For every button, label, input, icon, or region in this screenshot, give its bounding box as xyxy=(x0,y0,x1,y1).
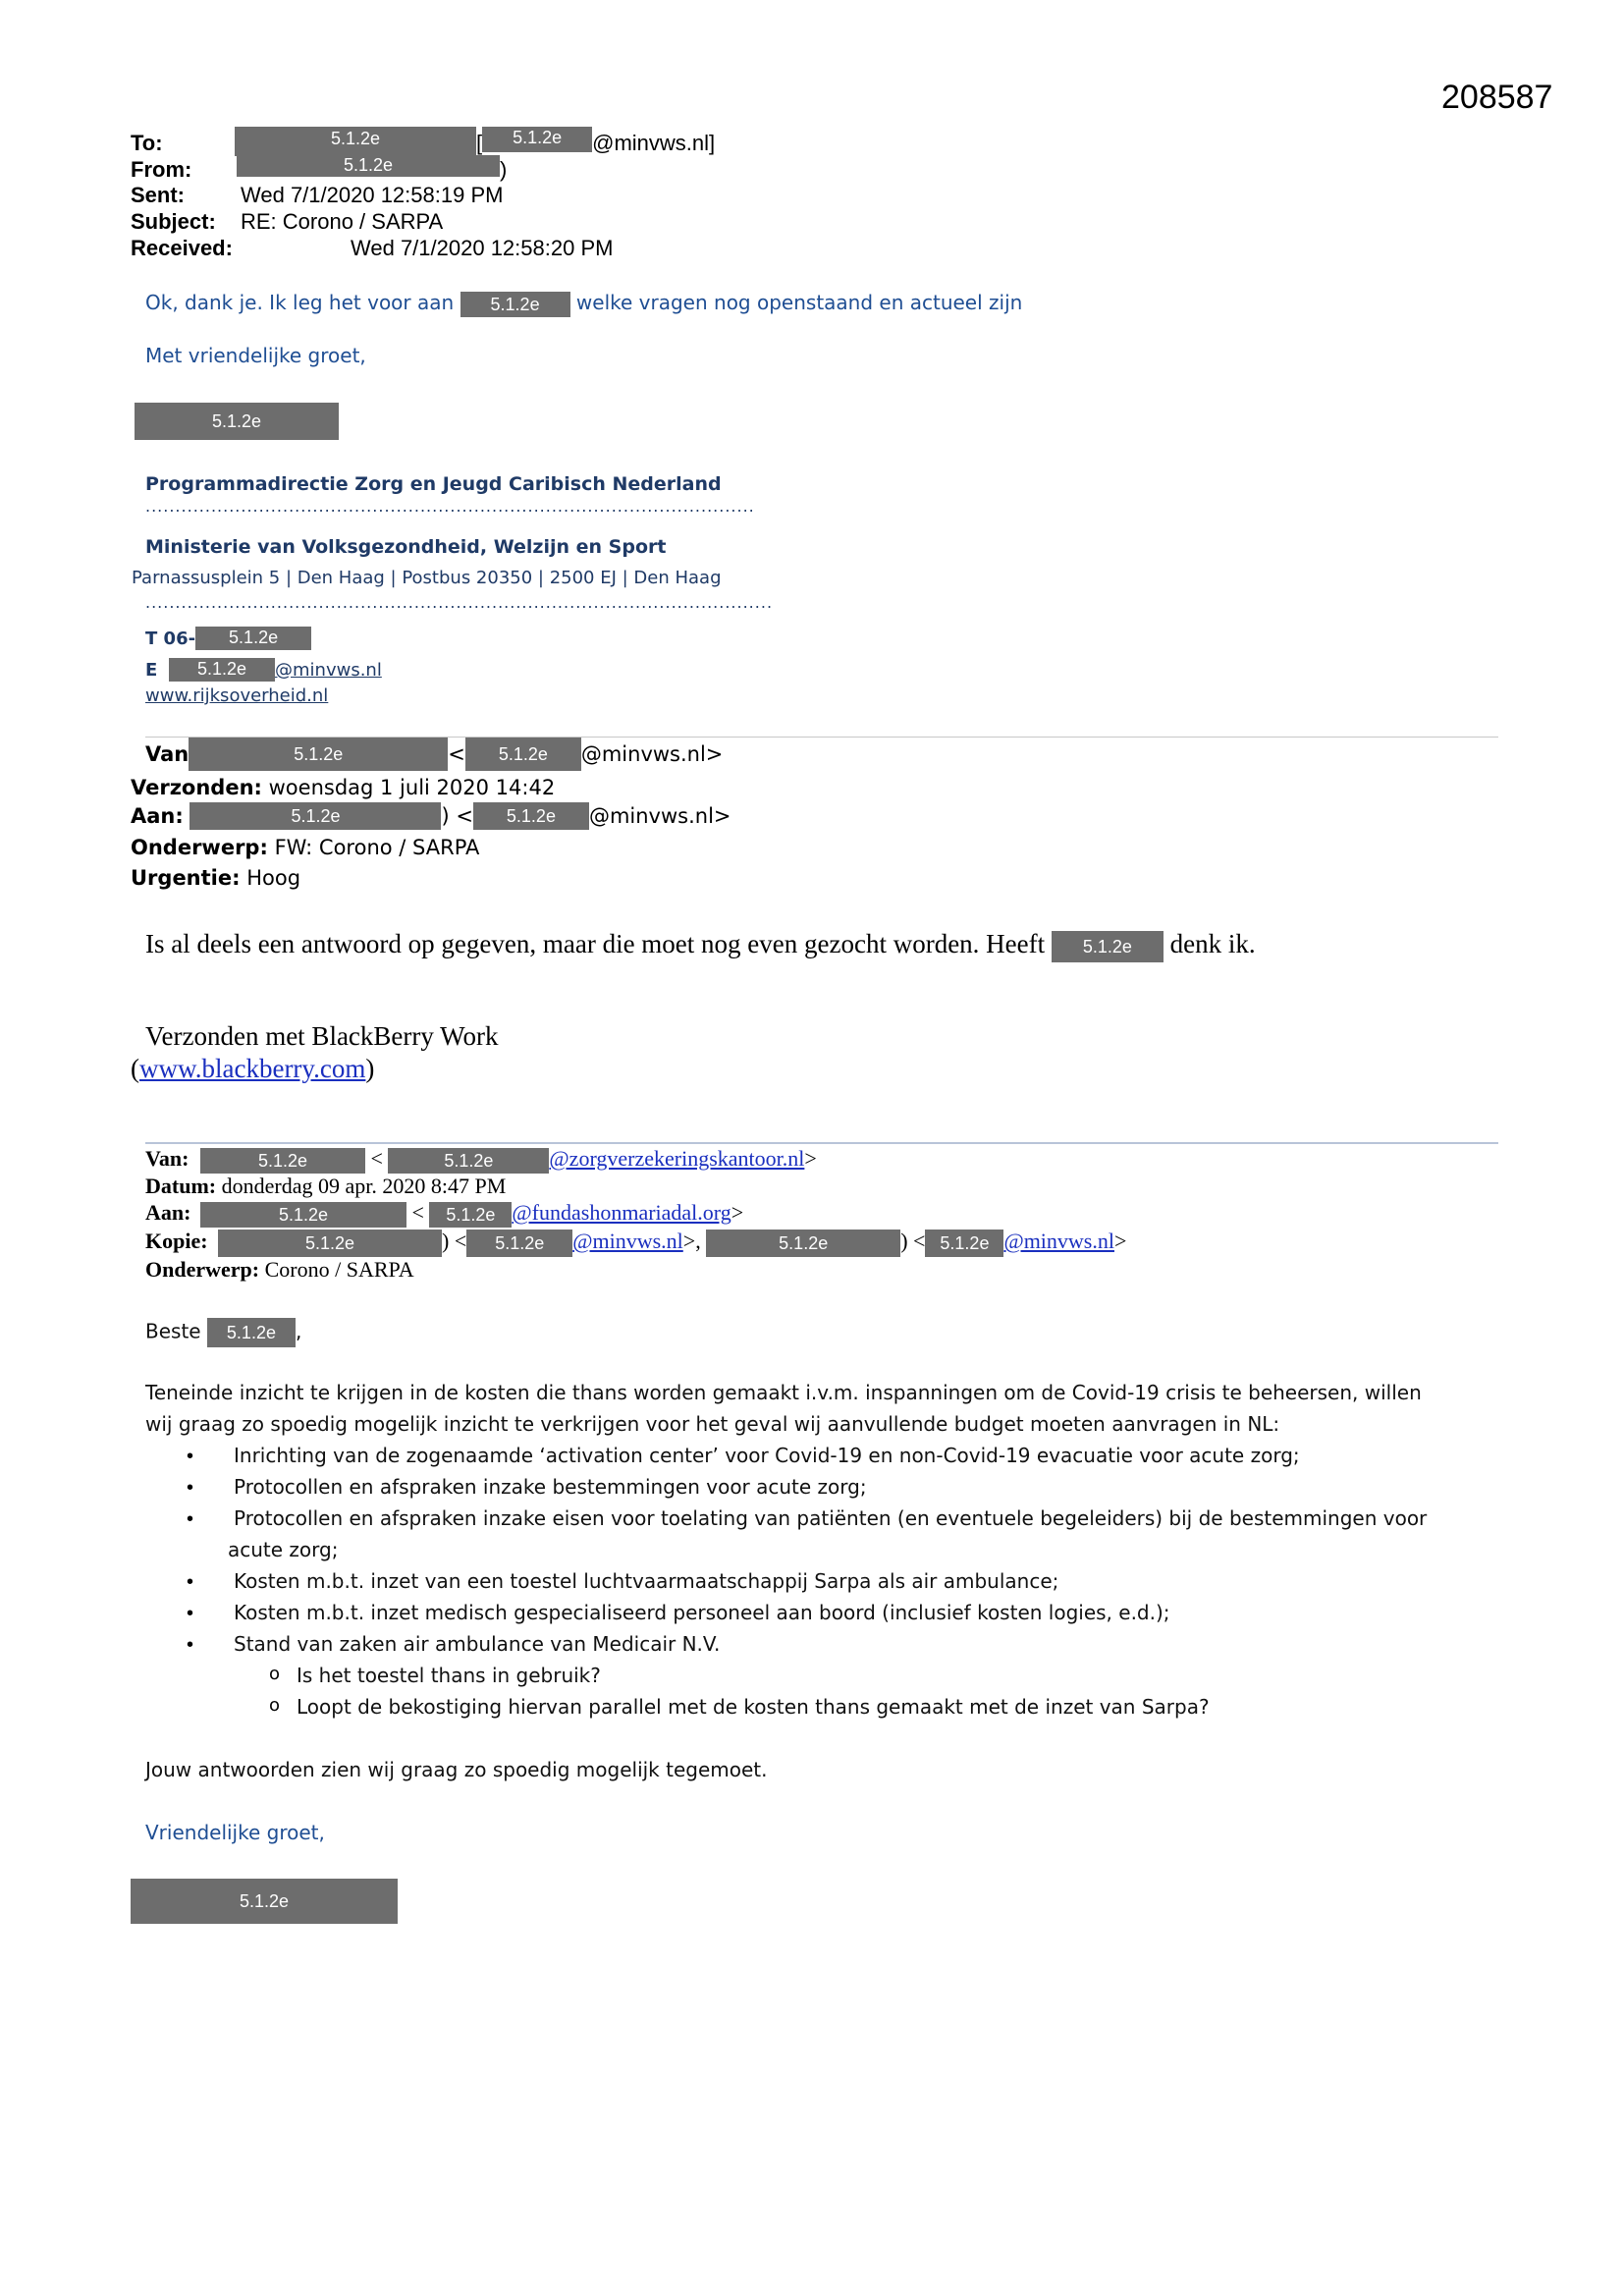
fw-body-before: Is al deels een antwoord op gegeven, maar die moet nog even gezocht worden. Heeft xyxy=(145,929,1046,958)
subject-value: RE: Corono / SARPA xyxy=(241,209,444,234)
orig-datum-value: donderdag 09 apr. 2020 8:47 PM xyxy=(221,1174,507,1198)
signature-name-redaction: 5.1.2e xyxy=(135,403,339,440)
fw-urgentie-label: Urgentie: xyxy=(131,866,241,890)
subject-row xyxy=(131,209,443,235)
orig-aan-email[interactable]: @fundashonmariadal.org xyxy=(512,1200,731,1225)
bullet-dot: • xyxy=(187,1634,194,1656)
orig-kopie-gt: > xyxy=(1113,1229,1127,1253)
signature-org2: Ministerie van Volksgezondheid, Welzijn en Sport xyxy=(145,536,667,558)
redaction: 5.1.2e xyxy=(235,127,476,156)
fw-onderwerp-label: Onderwerp: xyxy=(131,836,268,859)
salutation-comma: , xyxy=(295,1319,302,1343)
closing-greeting: Vriendelijke groet, xyxy=(145,1821,325,1844)
fw-body xyxy=(145,929,1256,962)
salutation-row xyxy=(145,1318,301,1347)
bullet-dot: • xyxy=(187,1508,194,1530)
signature-divider: ......................................................................................................... xyxy=(145,593,774,612)
subject-label: Subject: xyxy=(131,209,216,234)
redaction: 5.1.2e xyxy=(460,292,570,317)
redaction: 5.1.2e xyxy=(195,627,311,650)
orig-van-label: Van: xyxy=(145,1146,189,1171)
orig-datum-label: Datum: xyxy=(145,1174,217,1198)
reply-text-before: Ok, dank je. Ik leg het voor aan xyxy=(145,291,455,314)
redaction: 5.1.2e xyxy=(189,738,448,771)
reply-line xyxy=(145,291,1022,317)
orig-aan-lt: < xyxy=(411,1200,424,1225)
fw-verzonden-value: woensdag 1 juli 2020 14:42 xyxy=(268,776,556,799)
sub-bullet-dot: o xyxy=(269,1695,281,1716)
bb-close: ) xyxy=(365,1054,375,1083)
orig-kopie-email1[interactable]: @minvws.nl xyxy=(572,1229,683,1253)
redaction: 5.1.2e xyxy=(925,1230,1003,1257)
orig-van-lt: < xyxy=(370,1146,383,1171)
redaction: 5.1.2e xyxy=(466,1230,572,1257)
from-suffix: ) xyxy=(500,157,508,182)
redaction: 5.1.2e xyxy=(482,127,592,152)
sender-name-redaction: 5.1.2e xyxy=(131,1879,398,1924)
fw-urgentie-row xyxy=(131,864,300,892)
para1-line1: Teneinde inzicht te krijgen in de kosten die thans worden gemaakt i.v.m. inspanningen om de Covid-19 crisis te beheersen, willen xyxy=(145,1381,1422,1404)
bullet-dot: • xyxy=(187,1571,194,1593)
orig-onderwerp-row xyxy=(145,1257,414,1283)
sent-value: Wed 7/1/2020 12:58:19 PM xyxy=(241,183,504,207)
bullet-dot: • xyxy=(187,1446,194,1467)
bullet-dot: • xyxy=(187,1603,194,1624)
fw-sent-with: Verzonden met BlackBerry Work xyxy=(145,1021,499,1051)
para1-line2: wij graag zo spoedig mogelijk inzicht te verkrijgen voor het geval wij aanvullende budget moeten aanvragen in NL: xyxy=(145,1412,1280,1436)
redaction: 5.1.2e xyxy=(189,802,441,830)
orig-van-email[interactable]: @zorgverzekeringskantoor.nl xyxy=(549,1146,805,1171)
signature-org1: Programmadirectie Zorg en Jeugd Caribisch Nederland xyxy=(145,473,722,495)
bullet-dot: • xyxy=(187,1477,194,1499)
from-label: From: xyxy=(131,157,192,182)
fw-verzonden-label: Verzonden: xyxy=(131,776,262,799)
received-value: Wed 7/1/2020 12:58:20 PM xyxy=(351,236,614,260)
fw-van-row xyxy=(145,740,723,771)
to-row xyxy=(131,128,716,156)
phone-prefix: T 06- xyxy=(145,629,196,649)
email-prefix: E xyxy=(145,660,158,681)
fw-van-lt: < xyxy=(448,742,465,766)
fw-urgentie-value: Hoog xyxy=(246,866,301,890)
received-label: Received: xyxy=(131,236,233,260)
orig-aan-row xyxy=(145,1200,743,1228)
to-bracket: [ xyxy=(476,131,483,155)
fw-aan-label: Aan: xyxy=(131,804,184,828)
from-row xyxy=(131,157,507,183)
redaction: 5.1.2e xyxy=(706,1230,900,1257)
orig-onderwerp-value: Corono / SARPA xyxy=(264,1257,414,1282)
orig-kopie-row xyxy=(145,1229,1126,1257)
redaction: 5.1.2e xyxy=(388,1148,549,1174)
email-link[interactable]: @minvws.nl xyxy=(275,660,382,681)
bullet-item: Protocollen en afspraken inzake bestemmingen voor acute zorg; xyxy=(234,1475,867,1499)
orig-onderwerp-label: Onderwerp: xyxy=(145,1257,260,1282)
fw-van-label: Van xyxy=(145,742,189,766)
sub-bullet-item: Is het toestel thans in gebruik? xyxy=(297,1664,601,1687)
redaction: 5.1.2e xyxy=(473,802,589,830)
blackberry-link[interactable]: www.blackberry.com xyxy=(139,1054,366,1083)
sent-label: Sent: xyxy=(131,183,185,207)
bullet-item: Stand van zaken air ambulance van Medicair N.V. xyxy=(234,1632,721,1656)
sub-bullet-item: Loopt de bekostiging hiervan parallel met de kosten thans gemaakt met de inzet van Sarpa? xyxy=(297,1695,1210,1719)
orig-aan-gt: > xyxy=(731,1200,744,1225)
bullet-item: Kosten m.b.t. inzet medisch gespecialiseerd personeel aan boord (inclusief kosten logies, e.d.); xyxy=(234,1601,1170,1624)
fw-onderwerp-row xyxy=(131,834,479,861)
bullet-item: Inrichting van de zogenaamde ‘activation center’ voor Covid-19 en non-Covid-19 evacuatie voor acute zorg; xyxy=(234,1444,1300,1467)
to-address-suffix: @minvws.nl] xyxy=(592,131,716,155)
fw-bb-line xyxy=(131,1054,374,1084)
orig-aan-label: Aan: xyxy=(145,1200,191,1225)
signature-address: Parnassusplein 5 | Den Haag | Postbus 20350 | 2500 EJ | Den Haag xyxy=(132,568,722,588)
fw-aan-row xyxy=(131,802,731,830)
bullet-item: Kosten m.b.t. inzet van een toestel luchtvaarmaatschappij Sarpa als air ambulance; xyxy=(234,1569,1059,1593)
bullet-item-continuation: acute zorg; xyxy=(228,1538,339,1561)
sent-row xyxy=(131,183,503,208)
orig-kopie-label: Kopie: xyxy=(145,1229,208,1253)
fw-aan-mid: ) < xyxy=(441,804,473,828)
closing-line: Jouw antwoorden zien wij graag zo spoedig mogelijk tegemoet. xyxy=(145,1758,768,1781)
separator xyxy=(145,1142,1498,1144)
to-label: To: xyxy=(131,131,163,155)
sub-bullet-dot: o xyxy=(269,1664,281,1684)
bullet-item: Protocollen en afspraken inzake eisen voor toelating van patiënten (en eventuele begeleiders) bij de bestemmingen voor xyxy=(234,1506,1428,1530)
bb-open: ( xyxy=(131,1054,139,1083)
redaction: 5.1.2e xyxy=(200,1202,406,1228)
redaction: 5.1.2e xyxy=(429,1202,512,1228)
redaction: 5.1.2e xyxy=(200,1148,365,1174)
redaction: 5.1.2e xyxy=(169,658,275,682)
fw-body-after: denk ik. xyxy=(1169,929,1256,958)
signature-divider: ...................................................................................................... xyxy=(145,497,755,516)
reply-greeting: Met vriendelijke groet, xyxy=(145,344,366,367)
signature-email xyxy=(145,660,382,682)
orig-kopie-mid1: ) < xyxy=(442,1229,467,1253)
fw-van-suffix: @minvws.nl> xyxy=(580,742,724,766)
redaction: 5.1.2e xyxy=(237,155,500,177)
redaction: 5.1.2e xyxy=(1052,931,1164,962)
orig-van-gt: > xyxy=(804,1146,817,1171)
orig-kopie-sep: >, xyxy=(682,1229,701,1253)
orig-kopie-mid2: ) < xyxy=(900,1229,926,1253)
received-row xyxy=(131,236,613,261)
redaction: 5.1.2e xyxy=(465,738,581,771)
reply-text-after: welke vragen nog openstaand en actueel zijn xyxy=(575,291,1023,314)
redaction: 5.1.2e xyxy=(207,1318,296,1347)
fw-aan-suffix: @minvws.nl> xyxy=(588,804,731,828)
redaction: 5.1.2e xyxy=(218,1230,442,1257)
signature-phone xyxy=(145,629,311,650)
fw-verzonden-row xyxy=(131,774,555,801)
orig-van-row xyxy=(145,1146,817,1174)
orig-kopie-email2[interactable]: @minvws.nl xyxy=(1003,1229,1114,1253)
document-number: 208587 xyxy=(1441,79,1553,116)
fw-onderwerp-value: FW: Corono / SARPA xyxy=(274,836,480,859)
salutation: Beste xyxy=(145,1319,201,1343)
orig-datum-row xyxy=(145,1174,506,1199)
website-link[interactable]: www.rijksoverheid.nl xyxy=(145,685,329,706)
